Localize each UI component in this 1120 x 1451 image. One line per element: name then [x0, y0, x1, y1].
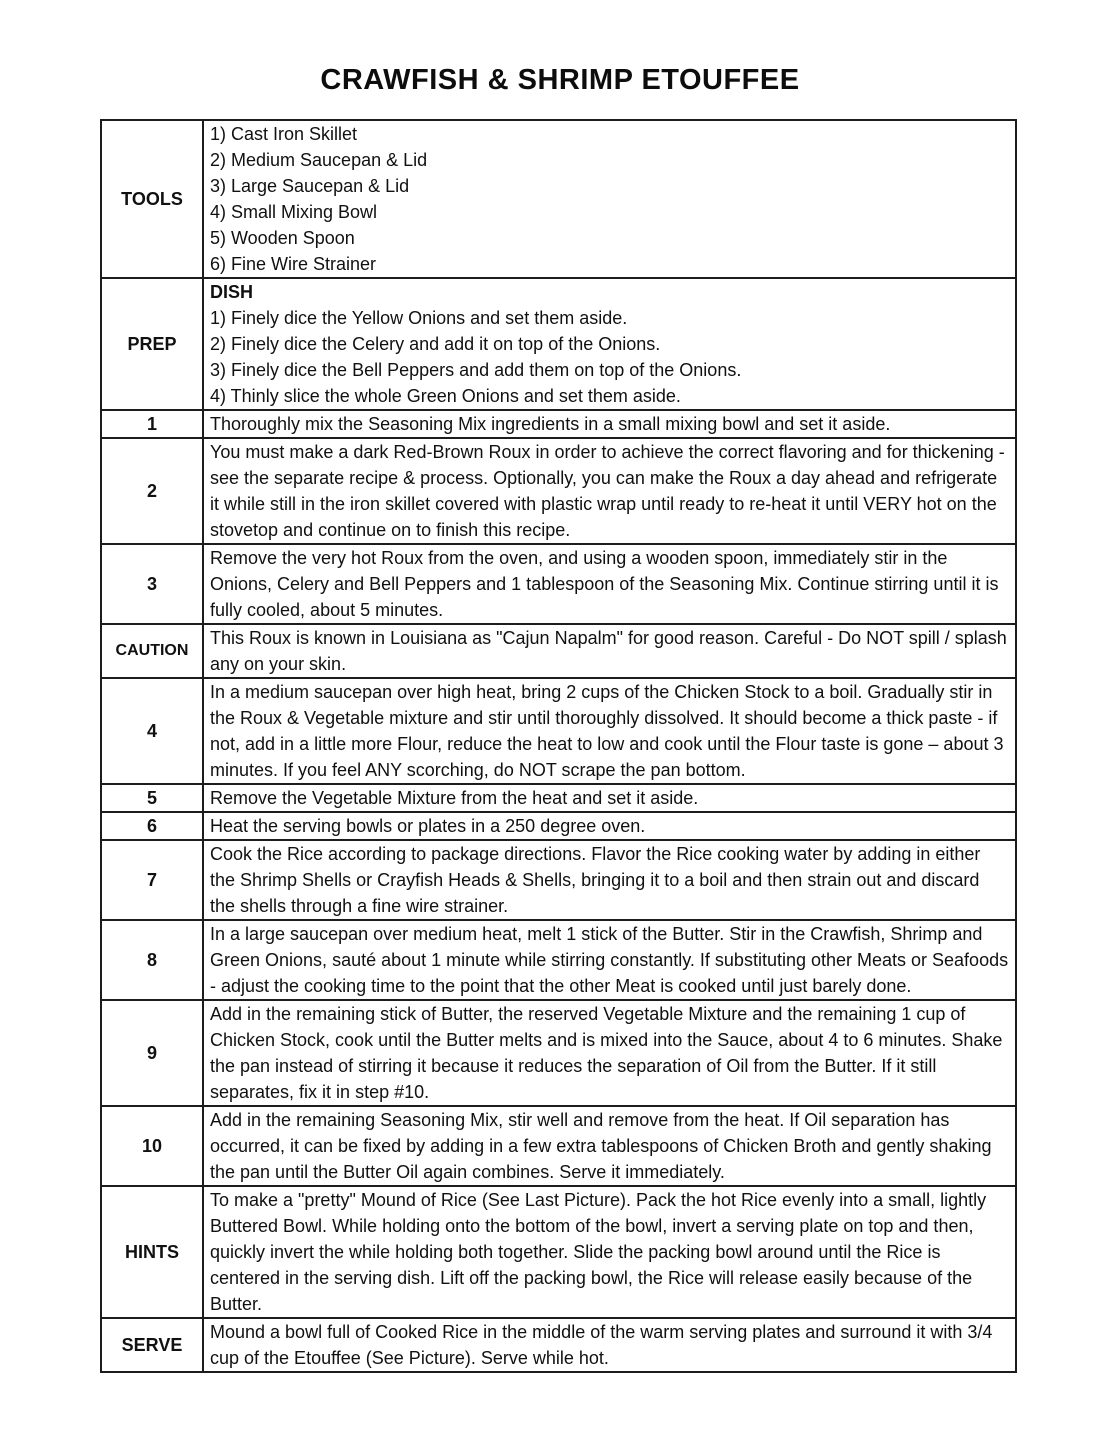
row-label-step-3: 3 [101, 544, 203, 624]
row-content-step-3: Remove the very hot Roux from the oven, and using a wooden spoon, immediately stir in the Onions, Celery and Bell Peppers and 1 tablespoon of the Seasoning Mix. Continue stirring until it is fully cooled, about 5 minutes. [203, 544, 1016, 624]
tools-line-3: 3) Large Saucepan & Lid [210, 176, 410, 196]
recipe-row-hints [101, 1186, 1016, 1318]
row-content-hints: To make a "pretty" Mound of Rice (See Last Picture). Pack the hot Rice evenly into a small, lightly Buttered Bowl. While holding onto the bottom of the bowl, invert a serving plate on top and then, quickly invert the while holding both together. Slide the packing bowl around until the Rice is centered in the serving dish. Lift off the packing bowl, the Rice will release easily because of the Butter. [203, 1186, 1016, 1318]
row-label-step-2: 2 [101, 438, 203, 544]
recipe-row-serve [101, 1318, 1016, 1372]
row-label-prep: PREP [101, 278, 203, 410]
prep-line-2: 2) Finely dice the Celery and add it on top of the Onions. [210, 334, 661, 354]
row-content-step-8: In a large saucepan over medium heat, melt 1 stick of the Butter. Stir in the Crawfish, Shrimp and Green Onions, sauté about 1 minute while stirring constantly. If substituting other Meats or Seafoods - adjust the cooking time to the point that the other Meat is cooked until just barely done. [203, 920, 1016, 1000]
recipe-row-step-4 [101, 678, 1016, 784]
recipe-row-step-8 [101, 920, 1016, 1000]
row-content-prep [203, 278, 1016, 410]
row-content-step-7: Cook the Rice according to package directions. Flavor the Rice cooking water by adding in either the Shrimp Shells or Crayfish Heads & Shells, bringing it to a boil and then strain out and discard the shells through a fine wire strainer. [203, 840, 1016, 920]
tools-line-4: 4) Small Mixing Bowl [210, 202, 378, 222]
tools-line-2: 2) Medium Saucepan & Lid [210, 150, 428, 170]
prep-line-3: 3) Finely dice the Bell Peppers and add them on top of the Onions. [210, 360, 742, 380]
recipe-row-step-7 [101, 840, 1016, 920]
row-content-step-10: Add in the remaining Seasoning Mix, stir well and remove from the heat. If Oil separation has occurred, it can be fixed by adding in a few extra tablespoons of Chicken Broth and gently shaking the pan until the Butter Oil again combines. Serve it immediately. [203, 1106, 1016, 1186]
row-label-step-7: 7 [101, 840, 203, 920]
row-content-step-6: Heat the serving bowls or plates in a 250 degree oven. [203, 812, 1016, 840]
row-content-step-1: Thoroughly mix the Seasoning Mix ingredients in a small mixing bowl and set it aside. [203, 410, 1016, 438]
row-label-step-10: 10 [101, 1106, 203, 1186]
recipe-row-step-5 [101, 784, 1016, 812]
recipe-row-step-1 [101, 410, 1016, 438]
recipe-row-tools [101, 120, 1016, 278]
row-content-caution: This Roux is known in Louisiana as "Cajun Napalm" for good reason. Careful - Do NOT spill / splash any on your skin. [203, 624, 1016, 678]
row-label-step-9: 9 [101, 1000, 203, 1106]
row-label-caution: CAUTION [101, 624, 203, 678]
recipe-row-step-6 [101, 812, 1016, 840]
row-label-step-5: 5 [101, 784, 203, 812]
recipe-table [100, 119, 1017, 1373]
row-content-tools [203, 120, 1016, 278]
prep-line-4: 4) Thinly slice the whole Green Onions and set them aside. [210, 386, 681, 406]
page-title: CRAWFISH & SHRIMP ETOUFFEE [320, 64, 800, 96]
row-label-hints: HINTS [101, 1186, 203, 1318]
row-label-step-6: 6 [101, 812, 203, 840]
row-content-step-5: Remove the Vegetable Mixture from the heat and set it aside. [203, 784, 1016, 812]
prep-line-1: 1) Finely dice the Yellow Onions and set them aside. [210, 308, 628, 328]
recipe-row-caution [101, 624, 1016, 678]
row-content-serve: Mound a bowl full of Cooked Rice in the middle of the warm serving plates and surround it with 3/4 cup of the Etouffee (See Picture). Serve while hot. [203, 1318, 1016, 1372]
row-label-serve: SERVE [101, 1318, 203, 1372]
tools-line-1: 1) Cast Iron Skillet [210, 124, 358, 144]
row-label-step-4: 4 [101, 678, 203, 784]
prep-subheading: DISH [210, 282, 254, 302]
row-label-tools: TOOLS [101, 120, 203, 278]
row-content-step-9: Add in the remaining stick of Butter, the reserved Vegetable Mixture and the remaining 1 cup of Chicken Stock, cook until the Butter melts and is mixed into the Sauce, about 4 to 6 minutes. Shake the pan instead of stirring it because it reduces the separation of Oil from the Butter. If it still separates, fix it in step #10. [203, 1000, 1016, 1106]
recipe-row-step-3 [101, 544, 1016, 624]
recipe-row-prep [101, 278, 1016, 410]
recipe-row-step-10 [101, 1106, 1016, 1186]
row-content-step-4: In a medium saucepan over high heat, bring 2 cups of the Chicken Stock to a boil. Gradually stir in the Roux & Vegetable mixture and stir until thoroughly dissolved. It should become a thick paste - if not, add in a little more Flour, reduce the heat to low and cook until the Flour taste is gone – about 3 minutes. If you feel ANY scorching, do NOT scrape the pan bottom. [203, 678, 1016, 784]
recipe-row-step-2 [101, 438, 1016, 544]
row-content-step-2: You must make a dark Red-Brown Roux in order to achieve the correct flavoring and for thickening - see the separate recipe & process. Optionally, you can make the Roux a day ahead and refrigerate it while still in the iron skillet covered with plastic wrap until ready to re-heat it until VERY hot on the stovetop and continue on to finish this recipe. [203, 438, 1016, 544]
row-label-step-1: 1 [101, 410, 203, 438]
tools-line-6: 6) Fine Wire Strainer [210, 254, 377, 274]
row-label-step-8: 8 [101, 920, 203, 1000]
tools-line-5: 5) Wooden Spoon [210, 228, 355, 248]
recipe-row-step-9 [101, 1000, 1016, 1106]
